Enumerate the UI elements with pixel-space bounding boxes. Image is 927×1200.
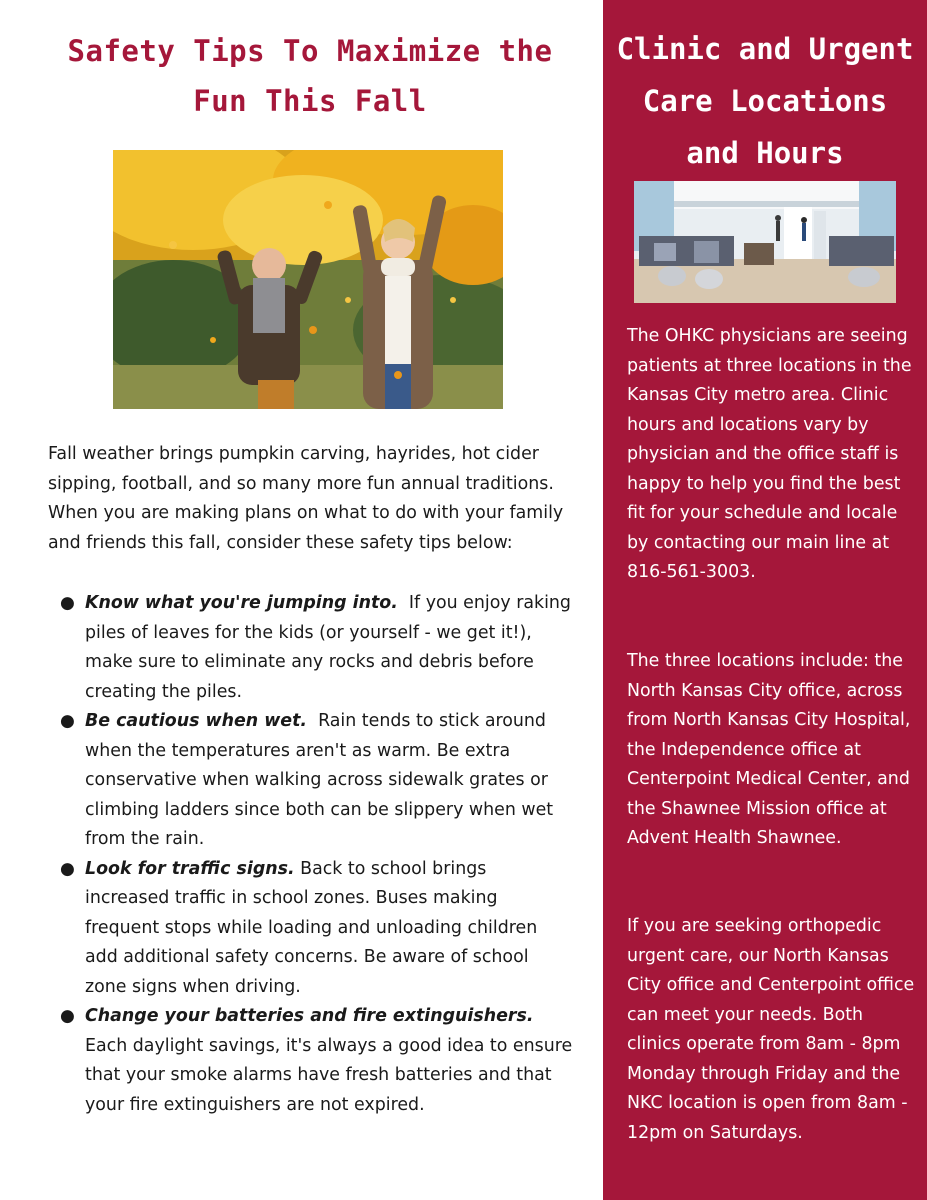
article-title: Safety Tips To Maximize the Fun This Fall [67,34,553,118]
tip-text: If you enjoy raking piles of leaves for the kids (or yourself - we get it!), make sure to eliminate any rocks and debris before creating the piles. [85,593,571,702]
list-item [48,855,573,1003]
bullet-icon: ● [60,711,75,731]
bullet-icon: ● [60,858,75,879]
clinic-waiting-room-photo [634,181,896,303]
tip-text: Rain tends to stick around when the temperatures aren't as warm. Be extra conservative when walking across sidewalk grates or climbing ladders since both can be slippery when wet from the rain. [85,711,554,849]
tip-heading: Change your batteries and fire extinguishers. [85,1006,534,1026]
tip-text: Each daylight savings, it's always a good idea to ensure that your smoke alarms have fresh batteries and that your fire extinguishers are not expired. [85,1035,573,1115]
list-item [48,1002,573,1120]
tip-text: Back to school brings increased traffic in school zones. Buses making frequent stops while loading and unloading children add additional safety concerns. Be aware of school zone signs when driving. [85,858,538,997]
tip-heading: Know what you're jumping into. [85,593,398,613]
fall-leaves-photo [113,150,503,409]
intro-paragraph: Fall weather brings pumpkin carving, hayrides, hot cider sipping, football, and so many more fun annual traditions. When you are making plans on what to do with your family and friends this fall, consider these safety tips below: [48,444,564,553]
list-item [48,707,573,855]
sidebar-paragraph: The OHKC physicians are seeing patients at three locations in the Kansas City metro area. Clinic hours and locations vary by physician and the office staff is happy to help you find the best fit for your schedule and locale by contacting our main line at 816-561-3003. [627,326,912,582]
safety-tips-list [48,589,573,1120]
list-item [48,589,573,707]
bullet-icon: ● [60,1006,75,1026]
sidebar-title: Clinic and Urgent Care Locations and Hours [616,32,914,170]
bullet-icon: ● [60,593,75,613]
tip-heading: Look for traffic signs. [85,858,295,879]
sidebar-paragraph: The three locations include: the North Kansas City office, across from North Kansas City Hospital, the Independence office at Centerpoint Medical Center, and the Shawnee Mission office at Advent Health Shawnee. [627,651,911,848]
tip-heading: Be cautious when wet. [85,711,307,731]
sidebar-paragraph: If you are seeking orthopedic urgent care, our North Kansas City office and Centerpoint office can meet your needs. Both clinics operate from 8am - 8pm Monday through Friday and the NKC location is open from 8am - 12pm on Saturdays. [627,916,915,1143]
